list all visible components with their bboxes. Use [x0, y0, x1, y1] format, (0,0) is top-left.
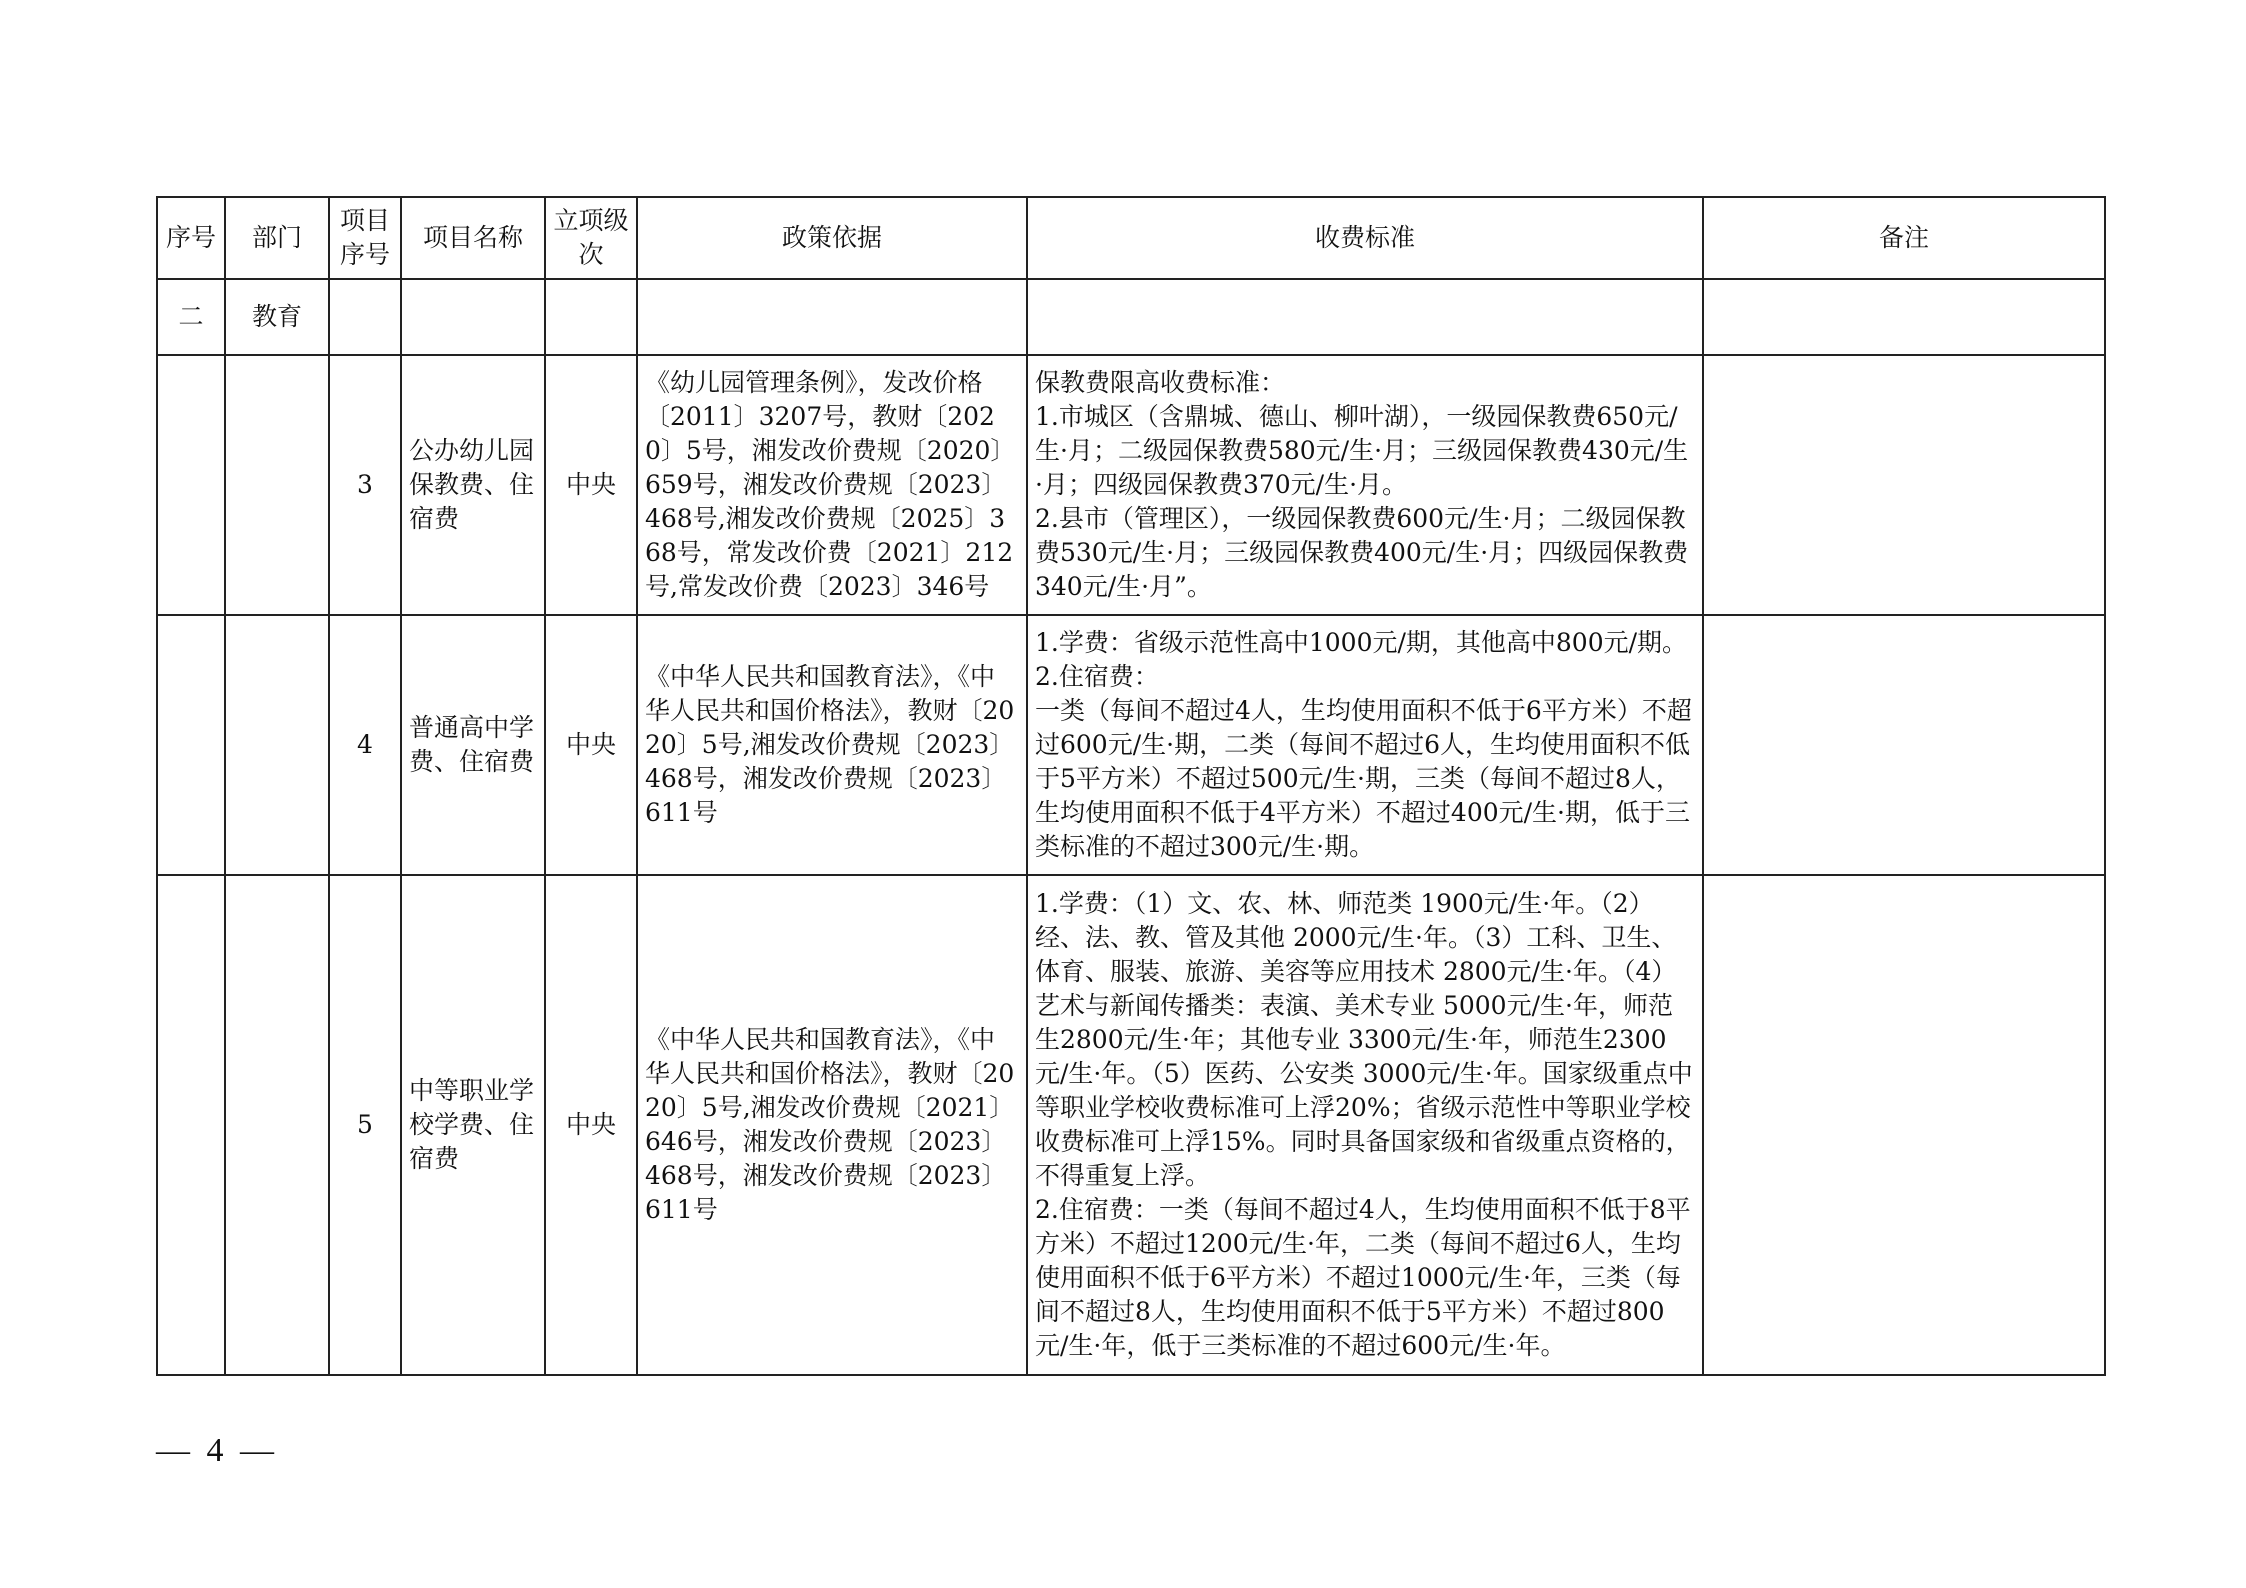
empty-cell — [545, 279, 637, 355]
standard-cell — [1027, 355, 1703, 615]
header-seq: 序号 — [157, 197, 225, 279]
standard-line: 2.住宿费：一类（每间不超过4人，生均使用面积不低于8平方米）不超过1200元/生·年，二类（每间不超过6人，生均使用面积不低于6平方米）不超过1000元/生·年，三类（每间不超过8人，生均使用面积不低于5平方米）不超过800元/生·年，低于三类标准的不超过600元/生·年。 — [1035, 1195, 1691, 1360]
item-name-cell: 普通高中学费、住宿费 — [401, 615, 545, 875]
header-row — [157, 197, 2105, 279]
item-name-cell: 中等职业学校学费、住宿费 — [401, 875, 545, 1375]
policy-cell: 《中华人民共和国教育法》，《中华人民共和国价格法》，教财〔2020〕5号,湘发改价费规〔2023〕468号，湘发改价费规〔2023〕611号 — [637, 615, 1027, 875]
section-row — [157, 279, 2105, 355]
remark-cell — [1703, 615, 2105, 875]
level-cell: 中央 — [545, 355, 637, 615]
item-seq-cell: 3 — [329, 355, 401, 615]
standard-line: 一类（每间不超过4人，生均使用面积不低于6平方米）不超过600元/生·期，二类（每间不超过6人，生均使用面积不低于5平方米）不超过500元/生·期，三类（每间不超过8人，生均使用面积不低于4平方米）不超过400元/生·期，低于三类标准的不超过300元/生·期。 — [1035, 696, 1692, 861]
remark-cell — [1703, 875, 2105, 1375]
standard-line: 1.学费：（1）文、农、林、师范类 1900元/生·年。（2）经、法、教、管及其他 2000元/生·年。（3）工科、卫生、体育、服装、旅游、美容等应用技术 2800元/生·年。（4）艺术与新闻传播类：表演、美术专业 5000元/生·年，师范生2800元/生·年；其他专业 3300元/生·年，师范生2300元/生·年。（5）医药、公安类 3000元/生·年。国家级重点中等职业学校收费标准可上浮20%；省级示范性中等职业学校收费标准可上浮15%。同时具备国家级和省级重点资格的，不得重复上浮。 — [1035, 889, 1693, 1190]
standard-cell — [1027, 875, 1703, 1375]
item-name-cell: 公办幼儿园保教费、住宿费 — [401, 355, 545, 615]
item-seq-cell: 5 — [329, 875, 401, 1375]
standard-line: 2.县市（管理区），一级园保教费600元/生·月；二级园保教费530元/生·月；三级园保教费400元/生·月；四级园保教费340元/生·月”。 — [1035, 504, 1689, 601]
level-cell: 中央 — [545, 875, 637, 1375]
header-item-name: 项目名称 — [401, 197, 545, 279]
item-seq-cell: 4 — [329, 615, 401, 875]
remark-cell — [1703, 355, 2105, 615]
policy-cell: 《中华人民共和国教育法》，《中华人民共和国价格法》，教财〔2020〕5号,湘发改价费规〔2021〕646号，湘发改价费规〔2023〕468号，湘发改价费规〔2023〕611号 — [637, 875, 1027, 1375]
standard-line: 1.学费：省级示范性高中1000元/期，其他高中800元/期。 — [1035, 628, 1688, 657]
header-item-seq: 项目序号 — [329, 197, 401, 279]
policy-cell: 《幼儿园管理条例》，发改价格〔2011〕3207号，教财〔2020〕5号，湘发改价费规〔2020〕659号，湘发改价费规〔2023〕468号,湘发改价费规〔2025〕368号，常发改价费〔2021〕212号,常发改价费〔2023〕346号 — [637, 355, 1027, 615]
section-dept: 教育 — [225, 279, 329, 355]
seq-cell — [157, 615, 225, 875]
header-remark: 备注 — [1703, 197, 2105, 279]
header-level: 立项级次 — [545, 197, 637, 279]
empty-cell — [401, 279, 545, 355]
section-seq: 二 — [157, 279, 225, 355]
standard-line: 1.市城区（含鼎城、德山、柳叶湖），一级园保教费650元/生·月；二级园保教费580元/生·月；三级园保教费430元/生·月；四级园保教费370元/生·月。 — [1035, 402, 1689, 499]
page-number: — 4 — — [156, 1432, 278, 1469]
dept-cell — [225, 875, 329, 1375]
standard-line: 保教费限高收费标准： — [1035, 368, 1286, 397]
seq-cell — [157, 355, 225, 615]
empty-cell — [637, 279, 1027, 355]
table-row — [157, 875, 2105, 1375]
seq-cell — [157, 875, 225, 1375]
standard-line: 2.住宿费： — [1035, 662, 1159, 691]
header-standard: 收费标准 — [1027, 197, 1703, 279]
empty-cell — [1027, 279, 1703, 355]
table-row — [157, 615, 2105, 875]
empty-cell — [329, 279, 401, 355]
level-cell: 中央 — [545, 615, 637, 875]
fee-table — [156, 196, 2106, 1376]
empty-cell — [1703, 279, 2105, 355]
standard-cell — [1027, 615, 1703, 875]
dept-cell — [225, 355, 329, 615]
dept-cell — [225, 615, 329, 875]
header-policy: 政策依据 — [637, 197, 1027, 279]
header-dept: 部门 — [225, 197, 329, 279]
table-row — [157, 355, 2105, 615]
